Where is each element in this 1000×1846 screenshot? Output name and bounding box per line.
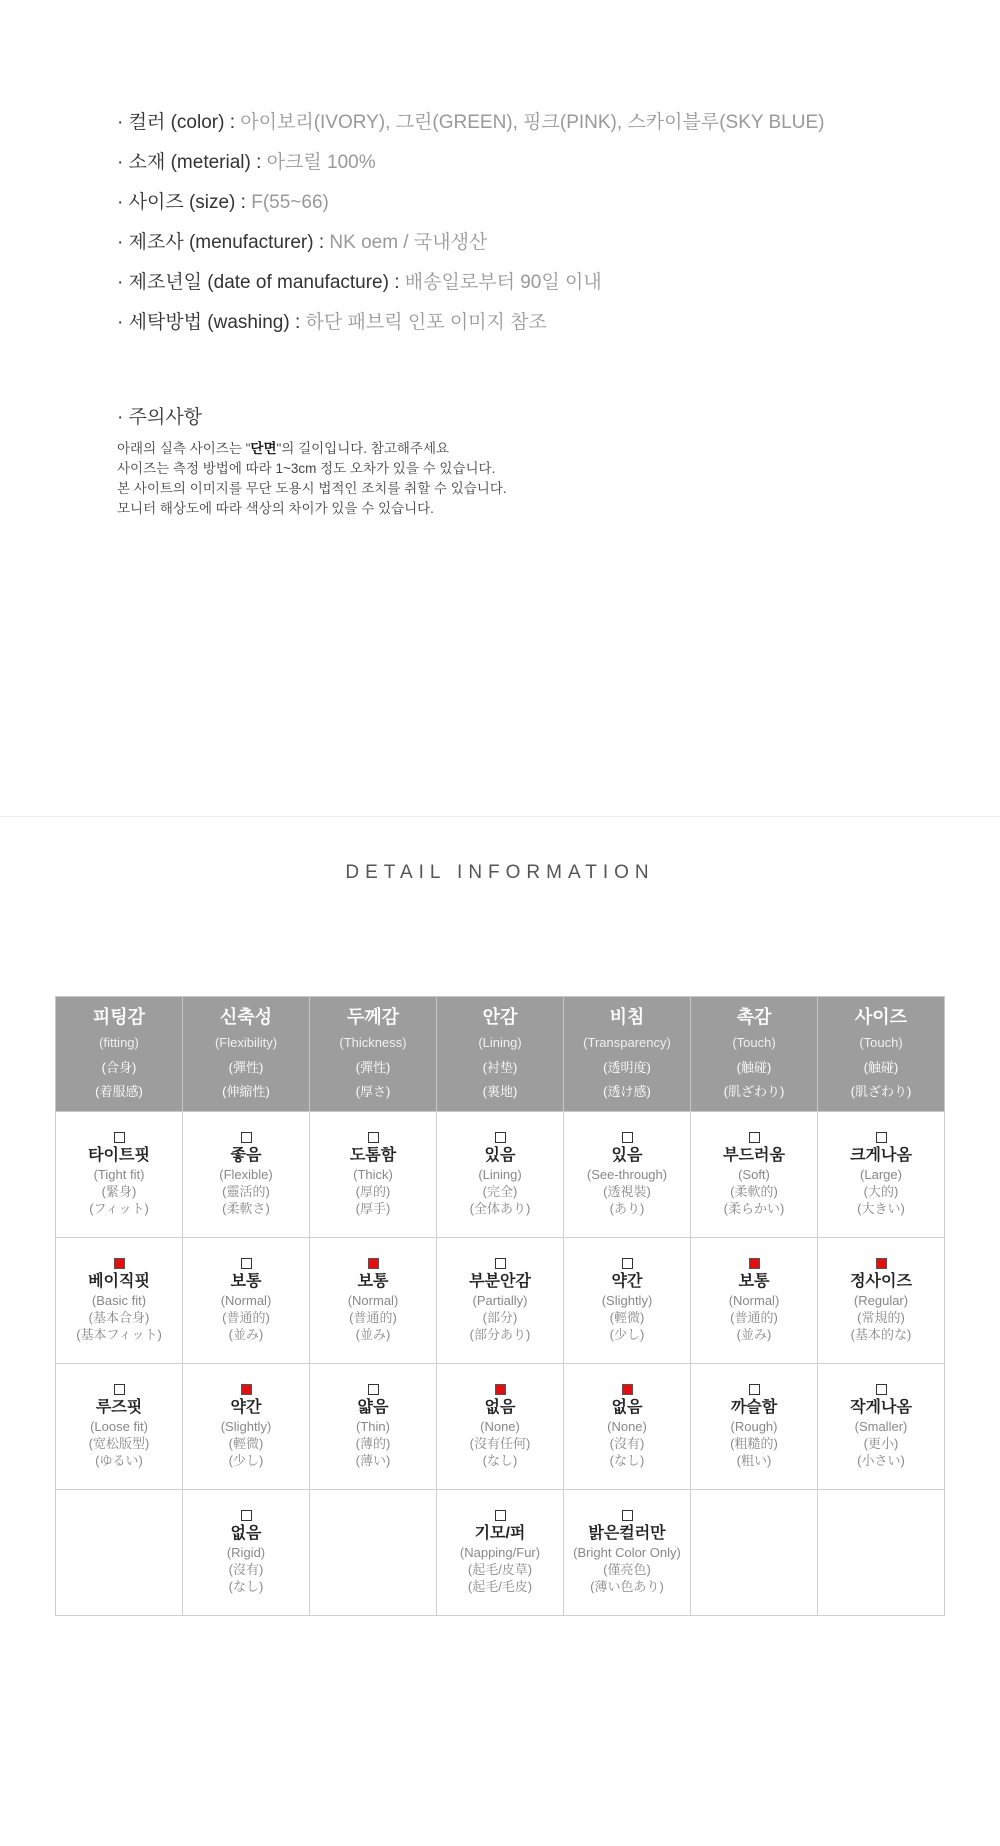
spec-value: 아이보리(IVORY), 그린(GREEN), 핑크(PINK), 스카이블루(SKY BLUE) xyxy=(240,112,825,133)
option-label-ja: (なし) xyxy=(228,1579,264,1594)
option-label-ja: (少し) xyxy=(609,1327,645,1342)
option-label-zh: (基本合身) xyxy=(88,1310,150,1325)
unchecked-checkbox-icon xyxy=(495,1510,506,1521)
option-label-zh: (普通的) xyxy=(349,1310,397,1325)
section-divider xyxy=(0,816,1000,817)
spec-label: · 소재 (meterial) : xyxy=(117,152,262,173)
option-label-zh: (透視裝) xyxy=(603,1184,651,1199)
option-label-en: (Slightly) xyxy=(601,1293,653,1308)
unchecked-checkbox-icon xyxy=(495,1258,506,1269)
column-title: 안감 xyxy=(482,1007,518,1027)
option-cell xyxy=(691,1238,818,1364)
spec-size xyxy=(117,188,977,228)
caution-title: · 주의사항 xyxy=(117,407,203,428)
option-cell xyxy=(310,1490,437,1616)
option-cell xyxy=(818,1112,945,1238)
option-cell xyxy=(183,1238,310,1364)
spec-value: 아크릴 100% xyxy=(266,152,376,173)
column-subtitle-zh: (触碰) xyxy=(736,1060,772,1075)
option-label-en: (Normal) xyxy=(220,1293,272,1308)
caution-line xyxy=(117,439,977,459)
option-cell xyxy=(437,1490,564,1616)
option-label-en: (Normal) xyxy=(728,1293,780,1308)
option-cell xyxy=(437,1364,564,1490)
option-cell xyxy=(183,1364,310,1490)
option-label-ja: (なし) xyxy=(609,1453,645,1468)
checked-checkbox-icon xyxy=(622,1384,633,1395)
option-label-zh: (沒有) xyxy=(228,1562,264,1577)
column-title: 신축성 xyxy=(219,1007,273,1027)
option-label: 밝은컬러만 xyxy=(588,1525,666,1542)
option-label-zh: (常規的) xyxy=(857,1310,905,1325)
option-label-zh: (輕微) xyxy=(609,1310,645,1325)
option-label-zh: (沒有) xyxy=(609,1436,645,1451)
option-cell xyxy=(564,1364,691,1490)
option-label-en: (Rough) xyxy=(730,1419,778,1434)
option-label-zh: (僅亮色) xyxy=(603,1562,651,1577)
spec-value: 배송일로부터 90일 이내 xyxy=(404,272,602,293)
table-row xyxy=(56,1112,945,1238)
column-subtitle-en: (Touch) xyxy=(859,1035,903,1050)
option-cell xyxy=(56,1490,183,1616)
column-header xyxy=(437,997,564,1112)
option-label-en: (See-through) xyxy=(586,1167,668,1182)
unchecked-checkbox-icon xyxy=(749,1132,760,1143)
spec-label: · 제조사 (menufacturer) : xyxy=(117,232,325,253)
option-label: 보통 xyxy=(357,1273,389,1290)
option-label-zh: (厚的) xyxy=(355,1184,391,1199)
option-label: 작게나옴 xyxy=(850,1399,912,1416)
option-label: 얇음 xyxy=(357,1399,389,1416)
option-label-ja: (薄い) xyxy=(355,1453,391,1468)
option-label-en: (Lining) xyxy=(478,1167,522,1182)
option-label: 없음 xyxy=(611,1399,643,1416)
column-title: 사이즈 xyxy=(854,1007,908,1027)
option-cell xyxy=(818,1490,945,1616)
option-label-ja: (起毛/毛皮) xyxy=(467,1579,533,1594)
option-label-ja: (ゆるい) xyxy=(95,1453,143,1468)
option-label-en: (None) xyxy=(480,1419,520,1434)
option-label-zh: (普通的) xyxy=(730,1310,778,1325)
option-label-ja: (少し) xyxy=(228,1453,264,1468)
column-title: 촉감 xyxy=(736,1007,772,1027)
spec-label: · 사이즈 (size) : xyxy=(117,192,246,213)
option-label: 약간 xyxy=(611,1273,643,1290)
column-subtitle-zh: (透明度) xyxy=(603,1060,651,1075)
option-label-en: (Thick) xyxy=(353,1167,393,1182)
unchecked-checkbox-icon xyxy=(368,1384,379,1395)
option-label-zh: (靈活的) xyxy=(222,1184,270,1199)
option-cell xyxy=(437,1238,564,1364)
option-label-zh: (粗糙的) xyxy=(730,1436,778,1451)
column-header xyxy=(818,997,945,1112)
option-label-zh: (薄的) xyxy=(355,1436,391,1451)
option-cell xyxy=(691,1112,818,1238)
option-cell xyxy=(691,1364,818,1490)
option-label-en: (Basic fit) xyxy=(91,1293,147,1308)
column-subtitle-zh: (彈性) xyxy=(228,1060,264,1075)
column-subtitle-en: (Touch) xyxy=(732,1035,776,1050)
column-header xyxy=(691,997,818,1112)
option-cell xyxy=(818,1364,945,1490)
option-label: 베이직핏 xyxy=(88,1273,150,1290)
option-label-en: (Regular) xyxy=(853,1293,909,1308)
caution-line: 사이즈는 측정 방법에 따라 1~3cm 정도 오차가 있을 수 있습니다. xyxy=(117,461,496,476)
table-row xyxy=(56,1490,945,1616)
option-cell xyxy=(437,1112,564,1238)
spec-material xyxy=(117,148,977,188)
checked-checkbox-icon xyxy=(241,1384,252,1395)
column-subtitle-en: (Transparency) xyxy=(583,1035,671,1050)
unchecked-checkbox-icon xyxy=(622,1132,633,1143)
option-label: 보통 xyxy=(230,1273,262,1290)
option-label-ja: (基本フィット) xyxy=(76,1327,162,1342)
detail-title: DETAIL INFORMATION xyxy=(345,862,655,883)
option-label-ja: (部分あり) xyxy=(469,1327,531,1342)
spec-manufacturer xyxy=(117,228,977,268)
option-label: 부분안감 xyxy=(469,1273,531,1290)
unchecked-checkbox-icon xyxy=(622,1510,633,1521)
caution-text: 아래의 실측 사이즈는 " xyxy=(117,441,251,456)
option-label-ja: (フィット) xyxy=(89,1201,149,1216)
column-subtitle-ja: (着服感) xyxy=(95,1084,143,1099)
option-label: 도톰함 xyxy=(349,1147,397,1164)
spec-washing xyxy=(117,308,977,348)
option-label-ja: (並み) xyxy=(736,1327,772,1342)
option-label-en: (Rigid) xyxy=(226,1545,266,1560)
option-label-ja: (あり) xyxy=(609,1201,645,1216)
unchecked-checkbox-icon xyxy=(114,1132,125,1143)
option-label-ja: (薄い色あり) xyxy=(590,1579,664,1594)
option-label-ja: (なし) xyxy=(482,1453,518,1468)
option-label-zh: (輕微) xyxy=(228,1436,264,1451)
detail-information-table xyxy=(55,996,945,1616)
option-label-ja: (小さい) xyxy=(857,1453,905,1468)
option-label: 없음 xyxy=(484,1399,516,1416)
option-label-ja: (柔軟さ) xyxy=(222,1201,270,1216)
option-label-ja: (粗い) xyxy=(736,1453,772,1468)
column-subtitle-ja: (裏地) xyxy=(482,1084,518,1099)
column-subtitle-en: (Thickness) xyxy=(339,1035,407,1050)
spec-label: · 세탁방법 (washing) : xyxy=(117,312,301,333)
option-label-ja: (厚手) xyxy=(355,1201,391,1216)
product-specs xyxy=(117,108,977,348)
spec-color xyxy=(117,108,977,148)
option-label: 부드러움 xyxy=(723,1147,785,1164)
column-subtitle-en: (Lining) xyxy=(478,1035,522,1050)
option-cell xyxy=(564,1112,691,1238)
option-label-zh: (緊身) xyxy=(101,1184,137,1199)
option-label-en: (Slightly) xyxy=(220,1419,272,1434)
option-label-ja: (大きい) xyxy=(857,1201,905,1216)
option-label: 없음 xyxy=(230,1525,262,1542)
column-subtitle-en: (Flexibility) xyxy=(214,1035,278,1050)
option-label-en: (Tight fit) xyxy=(93,1167,145,1182)
option-label-en: (Large) xyxy=(860,1167,902,1182)
option-cell xyxy=(56,1364,183,1490)
option-label-ja: (基本的な) xyxy=(850,1327,912,1342)
option-cell xyxy=(183,1490,310,1616)
option-label: 정사이즈 xyxy=(850,1273,912,1290)
option-label: 보통 xyxy=(738,1273,770,1290)
option-label-zh: (更小) xyxy=(863,1436,899,1451)
column-subtitle-zh: (衬垫) xyxy=(482,1060,518,1075)
option-label-en: (Soft) xyxy=(738,1167,770,1182)
option-label-en: (Partially) xyxy=(472,1293,528,1308)
option-label-en: (Flexible) xyxy=(219,1167,273,1182)
option-label-zh: (起毛/皮草) xyxy=(467,1562,533,1577)
option-label: 있음 xyxy=(484,1147,516,1164)
spec-label: · 컬러 (color) : xyxy=(117,112,235,133)
spec-label: · 제조년일 (date of manufacture) : xyxy=(117,272,400,293)
column-title: 피팅감 xyxy=(92,1007,146,1027)
option-label-ja: (並み) xyxy=(228,1327,264,1342)
caution-emphasis: 단면 xyxy=(250,441,277,456)
option-label: 타이트핏 xyxy=(88,1147,150,1164)
unchecked-checkbox-icon xyxy=(495,1132,506,1143)
option-label-zh: (部分) xyxy=(482,1310,518,1325)
unchecked-checkbox-icon xyxy=(876,1132,887,1143)
option-label: 좋음 xyxy=(230,1147,262,1164)
option-label-ja: (並み) xyxy=(355,1327,391,1342)
column-subtitle-ja: (厚さ) xyxy=(355,1084,391,1099)
option-label: 크게나옴 xyxy=(850,1147,912,1164)
option-label-ja: (柔らかい) xyxy=(723,1201,785,1216)
column-header xyxy=(564,997,691,1112)
table-body xyxy=(56,1112,945,1616)
column-subtitle-zh: (合身) xyxy=(101,1060,137,1075)
option-label-zh: (完全) xyxy=(482,1184,518,1199)
option-cell xyxy=(691,1490,818,1616)
column-subtitle-zh: (彈性) xyxy=(355,1060,391,1075)
option-label: 약간 xyxy=(230,1399,262,1416)
table-row xyxy=(56,1364,945,1490)
option-cell xyxy=(310,1238,437,1364)
checked-checkbox-icon xyxy=(114,1258,125,1269)
caution-line: 본 사이트의 이미지를 무단 도용시 법적인 조치를 취할 수 있습니다. xyxy=(117,481,507,496)
checked-checkbox-icon xyxy=(876,1258,887,1269)
option-label: 까슬함 xyxy=(730,1399,778,1416)
spec-date xyxy=(117,268,977,308)
option-label-zh: (宽松版型) xyxy=(88,1436,150,1451)
unchecked-checkbox-icon xyxy=(241,1510,252,1521)
column-header xyxy=(310,997,437,1112)
unchecked-checkbox-icon xyxy=(114,1384,125,1395)
option-label: 기모/퍼 xyxy=(474,1525,526,1542)
spec-value: F(55~66) xyxy=(251,192,329,213)
option-cell xyxy=(564,1490,691,1616)
option-label-zh: (普通的) xyxy=(222,1310,270,1325)
option-label-zh: (沒有任何) xyxy=(469,1436,531,1451)
checked-checkbox-icon xyxy=(495,1384,506,1395)
option-label-zh: (大的) xyxy=(863,1184,899,1199)
spec-value: 하단 패브릭 인포 이미지 참조 xyxy=(305,312,547,333)
column-subtitle-en: (fitting) xyxy=(99,1035,139,1050)
option-cell xyxy=(56,1112,183,1238)
option-label-ja: (全体あり) xyxy=(469,1201,531,1216)
option-label-en: (None) xyxy=(607,1419,647,1434)
option-cell xyxy=(818,1238,945,1364)
option-cell xyxy=(564,1238,691,1364)
column-header xyxy=(183,997,310,1112)
column-title: 비침 xyxy=(609,1007,645,1027)
option-label-zh: (柔軟的) xyxy=(730,1184,778,1199)
caution-section xyxy=(117,403,977,519)
option-label-en: (Bright Color Only) xyxy=(573,1545,681,1560)
option-cell xyxy=(310,1112,437,1238)
table-header-row xyxy=(56,997,945,1112)
option-label-en: (Napping/Fur) xyxy=(459,1545,541,1560)
unchecked-checkbox-icon xyxy=(241,1132,252,1143)
unchecked-checkbox-icon xyxy=(368,1132,379,1143)
option-cell xyxy=(56,1238,183,1364)
column-header xyxy=(56,997,183,1112)
caution-text: "의 길이입니다. 참고해주세요 xyxy=(276,441,450,456)
checked-checkbox-icon xyxy=(749,1258,760,1269)
option-label: 있음 xyxy=(611,1147,643,1164)
option-label: 루즈핏 xyxy=(95,1399,143,1416)
option-cell xyxy=(183,1112,310,1238)
column-subtitle-ja: (伸縮性) xyxy=(222,1084,270,1099)
column-subtitle-zh: (触碰) xyxy=(863,1060,899,1075)
option-label-en: (Smaller) xyxy=(854,1419,908,1434)
table-row xyxy=(56,1238,945,1364)
column-subtitle-ja: (肌ざわり) xyxy=(850,1084,912,1099)
unchecked-checkbox-icon xyxy=(622,1258,633,1269)
spec-value: NK oem / 국내생산 xyxy=(329,232,488,253)
column-subtitle-ja: (透け感) xyxy=(603,1084,651,1099)
option-label-en: (Normal) xyxy=(347,1293,399,1308)
unchecked-checkbox-icon xyxy=(876,1384,887,1395)
unchecked-checkbox-icon xyxy=(749,1384,760,1395)
column-title: 두께감 xyxy=(346,1007,400,1027)
column-subtitle-ja: (肌ざわり) xyxy=(723,1084,785,1099)
unchecked-checkbox-icon xyxy=(241,1258,252,1269)
option-label-en: (Thin) xyxy=(356,1419,390,1434)
checked-checkbox-icon xyxy=(368,1258,379,1269)
caution-line: 모니터 해상도에 따라 색상의 차이가 있을 수 있습니다. xyxy=(117,501,434,516)
option-label-en: (Loose fit) xyxy=(90,1419,148,1434)
option-cell xyxy=(310,1364,437,1490)
